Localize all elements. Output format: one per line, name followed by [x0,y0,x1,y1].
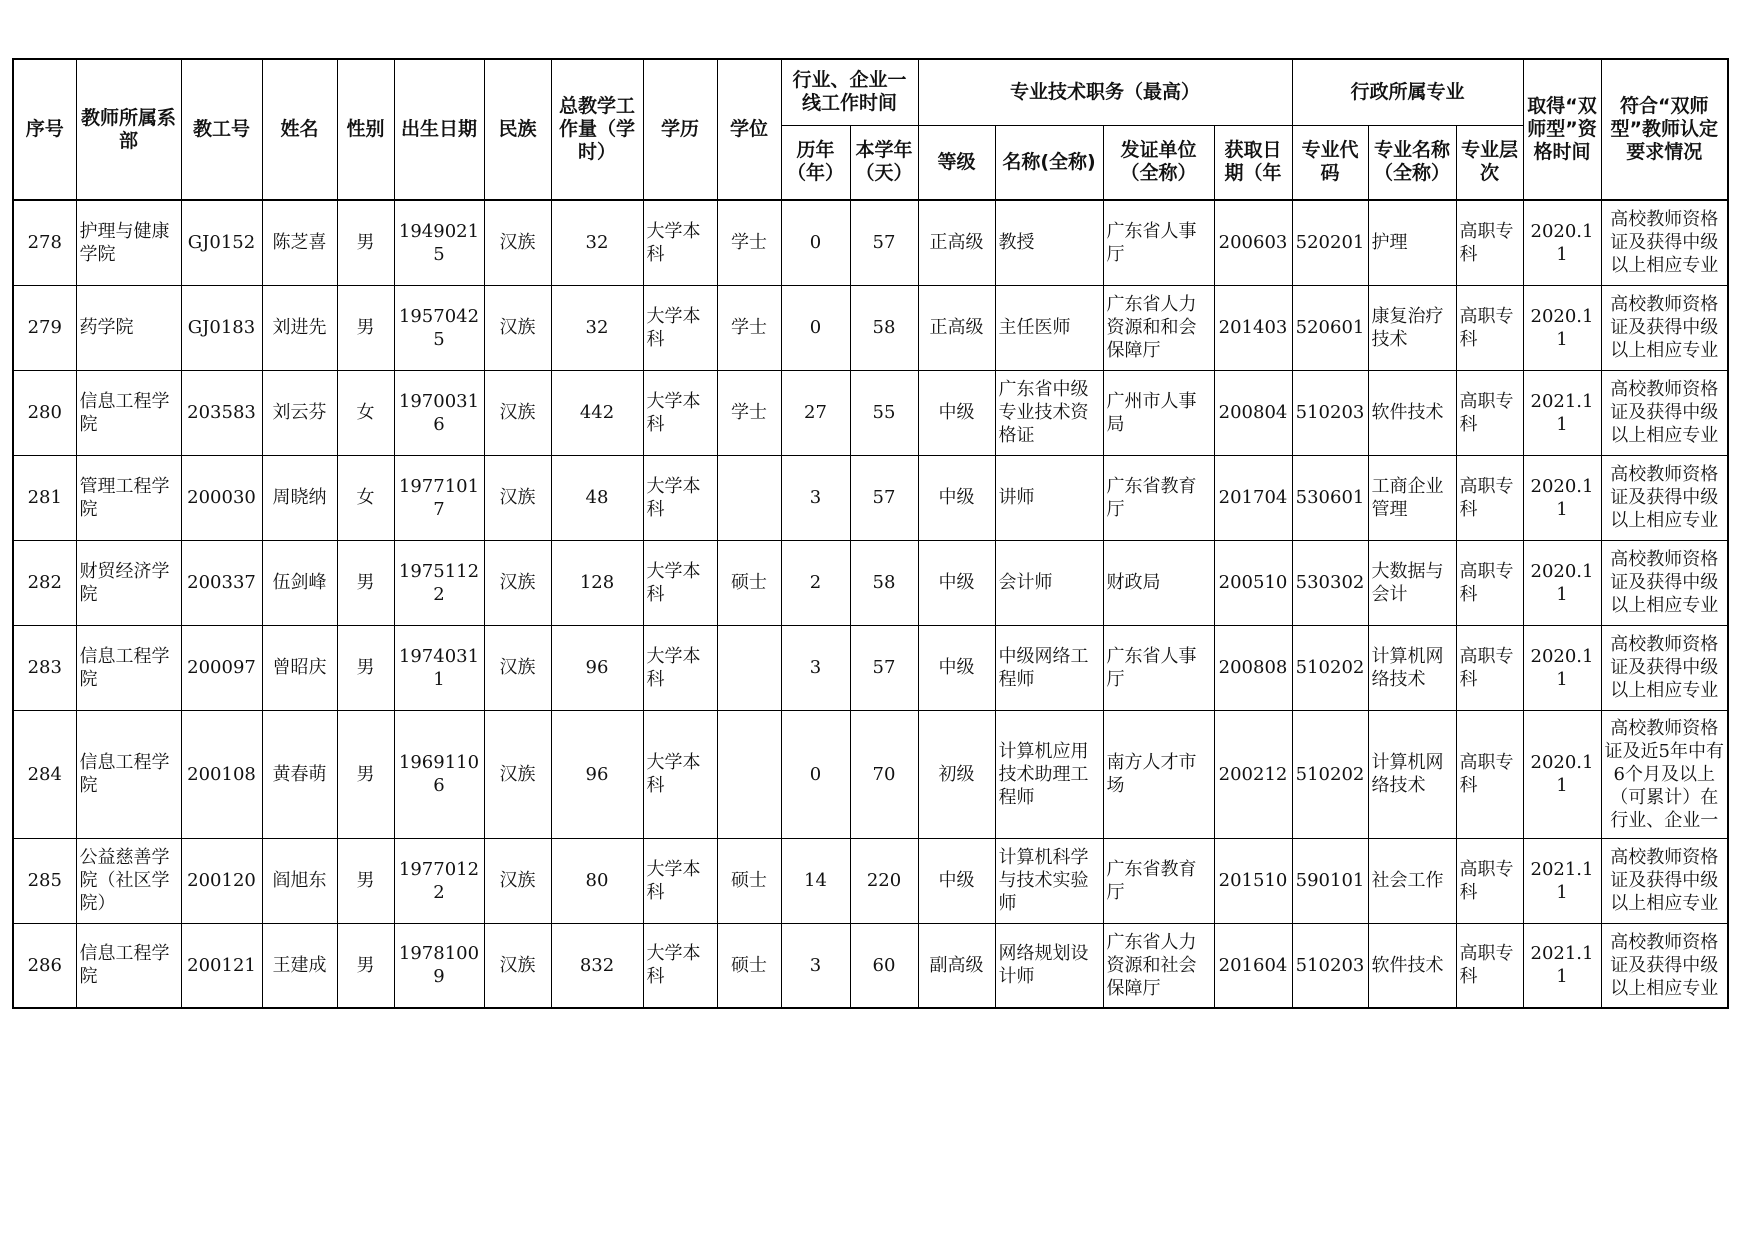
cell-industry-days: 58 [850,540,918,625]
header-title-issuer: 发证单位（全称） [1103,125,1214,200]
cell-title-level: 中级 [918,625,995,710]
table-row [13,838,1728,923]
cell-major-level: 高职专科 [1456,710,1523,838]
cell-department: 管理工程学院 [76,455,181,540]
cell-major-level: 高职专科 [1456,625,1523,710]
cell-gender: 男 [337,625,394,710]
cell-major-code: 510202 [1292,710,1368,838]
cell-title-issuer: 广东省人事厅 [1103,625,1214,710]
cell-gender: 男 [337,200,394,285]
cell-major-level: 高职专科 [1456,838,1523,923]
header-title-date: 获取日期（年 [1214,125,1292,200]
cell-name: 刘进先 [262,285,337,370]
cell-title-name: 网络规划设计师 [995,923,1103,1008]
cell-title-issuer: 财政局 [1103,540,1214,625]
cell-title-date: 201510 [1214,838,1292,923]
cell-birth: 19700316 [394,370,484,455]
cell-dual-requirement: 高校教师资格证及获得中级以上相应专业 [1601,625,1728,710]
cell-title-level: 正高级 [918,285,995,370]
cell-dual-time: 2020.11 [1523,625,1601,710]
table-row [13,923,1728,1008]
cell-birth: 19490215 [394,200,484,285]
header-major-level: 专业层次 [1456,125,1523,200]
cell-degree: 硕士 [717,838,781,923]
header-industry-years: 历年（年） [781,125,850,200]
cell-major-level: 高职专科 [1456,455,1523,540]
cell-name: 王建成 [262,923,337,1008]
header-birth: 出生日期 [394,59,484,200]
cell-title-level: 副高级 [918,923,995,1008]
header-title-name: 名称(全称) [995,125,1103,200]
cell-major-code: 510202 [1292,625,1368,710]
cell-dual-requirement: 高校教师资格证及获得中级以上相应专业 [1601,285,1728,370]
cell-major-name: 护理 [1368,200,1456,285]
cell-staff-id: 200030 [181,455,262,540]
cell-title-date: 201403 [1214,285,1292,370]
cell-dual-requirement: 高校教师资格证及获得中级以上相应专业 [1601,540,1728,625]
cell-title-issuer: 广东省人力资源和和会保障厅 [1103,285,1214,370]
table-row [13,540,1728,625]
cell-birth: 19781009 [394,923,484,1008]
cell-dual-time: 2020.11 [1523,285,1601,370]
cell-workload: 80 [551,838,643,923]
cell-industry-days: 60 [850,923,918,1008]
cell-name: 黄春萌 [262,710,337,838]
cell-dual-time: 2021.11 [1523,370,1601,455]
cell-major-level: 高职专科 [1456,923,1523,1008]
cell-industry-days: 57 [850,455,918,540]
cell-ethnicity: 汉族 [484,455,551,540]
cell-title-issuer: 广东省人事厅 [1103,200,1214,285]
cell-major-name: 计算机网络技术 [1368,625,1456,710]
cell-industry-years: 3 [781,923,850,1008]
cell-major-name: 康复治疗技术 [1368,285,1456,370]
cell-workload: 96 [551,625,643,710]
cell-major-name: 大数据与会计 [1368,540,1456,625]
cell-dual-requirement: 高校教师资格证及获得中级以上相应专业 [1601,838,1728,923]
header-department: 教师所属系部 [76,59,181,200]
cell-industry-days: 70 [850,710,918,838]
teacher-qualification-table [12,58,1729,1009]
cell-title-issuer: 广东省人力资源和社会保障厅 [1103,923,1214,1008]
cell-gender: 男 [337,923,394,1008]
table-header [13,59,1728,200]
cell-dual-time: 2020.11 [1523,540,1601,625]
cell-major-name: 工商企业管理 [1368,455,1456,540]
cell-department: 信息工程学院 [76,625,181,710]
cell-major-level: 高职专科 [1456,200,1523,285]
cell-major-code: 520601 [1292,285,1368,370]
cell-staff-id: 200337 [181,540,262,625]
header-degree: 学位 [717,59,781,200]
cell-birth: 19770122 [394,838,484,923]
cell-title-date: 200603 [1214,200,1292,285]
cell-dual-requirement: 高校教师资格证及获得中级以上相应专业 [1601,923,1728,1008]
header-name: 姓名 [262,59,337,200]
cell-education: 大学本科 [643,625,717,710]
cell-title-level: 中级 [918,838,995,923]
header-ethnicity: 民族 [484,59,551,200]
cell-title-name: 主任医师 [995,285,1103,370]
cell-title-date: 200808 [1214,625,1292,710]
table-row [13,285,1728,370]
cell-seq: 286 [13,923,76,1008]
cell-department: 护理与健康学院 [76,200,181,285]
header-education: 学历 [643,59,717,200]
cell-industry-years: 0 [781,710,850,838]
cell-industry-years: 2 [781,540,850,625]
cell-department: 公益慈善学院（社区学院） [76,838,181,923]
table-row [13,200,1728,285]
cell-industry-days: 57 [850,625,918,710]
cell-title-name: 会计师 [995,540,1103,625]
cell-gender: 男 [337,285,394,370]
cell-industry-years: 0 [781,285,850,370]
cell-gender: 女 [337,370,394,455]
cell-staff-id: 200120 [181,838,262,923]
cell-workload: 442 [551,370,643,455]
cell-degree: 硕士 [717,540,781,625]
cell-industry-days: 55 [850,370,918,455]
cell-department: 信息工程学院 [76,923,181,1008]
header-workload: 总教学工作量（学时） [551,59,643,200]
cell-major-code: 520201 [1292,200,1368,285]
cell-workload: 96 [551,710,643,838]
table-row [13,625,1728,710]
cell-dual-time: 2020.11 [1523,710,1601,838]
cell-dual-time: 2020.11 [1523,200,1601,285]
cell-dual-requirement: 高校教师资格证及获得中级以上相应专业 [1601,370,1728,455]
cell-dual-time: 2021.11 [1523,923,1601,1008]
cell-education: 大学本科 [643,710,717,838]
cell-staff-id: 200108 [181,710,262,838]
cell-ethnicity: 汉族 [484,923,551,1008]
header-gender: 性别 [337,59,394,200]
cell-degree [717,625,781,710]
cell-dual-requirement: 高校教师资格证及近5年中有6个月及以上（可累计）在行业、企业一 [1601,710,1728,838]
cell-birth: 19751122 [394,540,484,625]
cell-title-level: 中级 [918,370,995,455]
cell-dual-time: 2021.11 [1523,838,1601,923]
cell-title-name: 教授 [995,200,1103,285]
cell-staff-id: GJ0152 [181,200,262,285]
header-industry-days: 本学年（天） [850,125,918,200]
cell-seq: 285 [13,838,76,923]
header-major-group: 行政所属专业 [1292,59,1523,125]
cell-birth: 19570425 [394,285,484,370]
cell-ethnicity: 汉族 [484,200,551,285]
cell-name: 曾昭庆 [262,625,337,710]
cell-ethnicity: 汉族 [484,710,551,838]
table-row [13,455,1728,540]
cell-department: 财贸经济学院 [76,540,181,625]
cell-major-level: 高职专科 [1456,285,1523,370]
cell-title-issuer: 南方人才市场 [1103,710,1214,838]
cell-name: 陈芝喜 [262,200,337,285]
cell-workload: 32 [551,200,643,285]
cell-title-issuer: 广东省教育厅 [1103,455,1214,540]
cell-title-issuer: 广州市人事局 [1103,370,1214,455]
cell-industry-days: 220 [850,838,918,923]
cell-seq: 278 [13,200,76,285]
cell-title-level: 正高级 [918,200,995,285]
cell-industry-years: 3 [781,625,850,710]
cell-birth: 19740311 [394,625,484,710]
header-title-level: 等级 [918,125,995,200]
cell-gender: 男 [337,540,394,625]
cell-workload: 128 [551,540,643,625]
cell-seq: 279 [13,285,76,370]
cell-title-name: 计算机科学与技术实验师 [995,838,1103,923]
cell-ethnicity: 汉族 [484,838,551,923]
cell-name: 伍剑峰 [262,540,337,625]
cell-gender: 男 [337,710,394,838]
cell-title-name: 广东省中级专业技术资格证 [995,370,1103,455]
cell-birth: 19691106 [394,710,484,838]
cell-degree: 学士 [717,285,781,370]
cell-title-date: 200510 [1214,540,1292,625]
header-industry-group: 行业、企业一线工作时间 [781,59,918,125]
cell-industry-years: 27 [781,370,850,455]
cell-ethnicity: 汉族 [484,540,551,625]
cell-education: 大学本科 [643,838,717,923]
cell-education: 大学本科 [643,370,717,455]
header-seq: 序号 [13,59,76,200]
cell-department: 药学院 [76,285,181,370]
cell-dual-requirement: 高校教师资格证及获得中级以上相应专业 [1601,455,1728,540]
cell-ethnicity: 汉族 [484,625,551,710]
cell-staff-id: 200097 [181,625,262,710]
cell-name: 周晓纳 [262,455,337,540]
cell-title-level: 中级 [918,455,995,540]
cell-seq: 281 [13,455,76,540]
cell-degree: 学士 [717,200,781,285]
header-title-group: 专业技术职务（最高） [918,59,1292,125]
cell-degree [717,710,781,838]
cell-major-code: 510203 [1292,923,1368,1008]
cell-major-name: 软件技术 [1368,923,1456,1008]
cell-title-name: 计算机应用技术助理工程师 [995,710,1103,838]
cell-major-level: 高职专科 [1456,370,1523,455]
cell-major-code: 590101 [1292,838,1368,923]
cell-major-name: 计算机网络技术 [1368,710,1456,838]
cell-title-date: 201604 [1214,923,1292,1008]
cell-education: 大学本科 [643,540,717,625]
cell-major-name: 软件技术 [1368,370,1456,455]
cell-major-code: 530601 [1292,455,1368,540]
cell-department: 信息工程学院 [76,710,181,838]
cell-staff-id: GJ0183 [181,285,262,370]
cell-industry-days: 58 [850,285,918,370]
cell-education: 大学本科 [643,200,717,285]
cell-name: 阎旭东 [262,838,337,923]
cell-title-issuer: 广东省教育厅 [1103,838,1214,923]
cell-ethnicity: 汉族 [484,370,551,455]
cell-title-level: 初级 [918,710,995,838]
cell-birth: 19771017 [394,455,484,540]
cell-staff-id: 203583 [181,370,262,455]
cell-workload: 48 [551,455,643,540]
cell-industry-years: 3 [781,455,850,540]
header-major-code: 专业代码 [1292,125,1368,200]
cell-seq: 283 [13,625,76,710]
cell-industry-years: 14 [781,838,850,923]
cell-seq: 280 [13,370,76,455]
cell-gender: 男 [337,838,394,923]
cell-staff-id: 200121 [181,923,262,1008]
cell-industry-years: 0 [781,200,850,285]
cell-seq: 282 [13,540,76,625]
cell-education: 大学本科 [643,923,717,1008]
table-row [13,710,1728,838]
table-body [13,200,1728,1008]
cell-workload: 832 [551,923,643,1008]
cell-seq: 284 [13,710,76,838]
cell-workload: 32 [551,285,643,370]
cell-dual-time: 2020.11 [1523,455,1601,540]
header-major-name: 专业名称（全称） [1368,125,1456,200]
cell-ethnicity: 汉族 [484,285,551,370]
cell-major-name: 社会工作 [1368,838,1456,923]
cell-name: 刘云芬 [262,370,337,455]
cell-major-level: 高职专科 [1456,540,1523,625]
cell-degree: 学士 [717,370,781,455]
cell-title-level: 中级 [918,540,995,625]
cell-dual-requirement: 高校教师资格证及获得中级以上相应专业 [1601,200,1728,285]
cell-department: 信息工程学院 [76,370,181,455]
cell-title-name: 中级网络工程师 [995,625,1103,710]
cell-industry-days: 57 [850,200,918,285]
table-row [13,370,1728,455]
cell-education: 大学本科 [643,455,717,540]
cell-gender: 女 [337,455,394,540]
header-dual-requirement: 符合“双师型”教师认定要求情况 [1601,59,1728,200]
cell-title-date: 200804 [1214,370,1292,455]
cell-major-code: 510203 [1292,370,1368,455]
cell-degree [717,455,781,540]
cell-title-date: 200212 [1214,710,1292,838]
header-dual-time: 取得“双师型”资格时间 [1523,59,1601,200]
cell-title-date: 201704 [1214,455,1292,540]
cell-education: 大学本科 [643,285,717,370]
cell-title-name: 讲师 [995,455,1103,540]
cell-major-code: 530302 [1292,540,1368,625]
header-staff-id: 教工号 [181,59,262,200]
cell-degree: 硕士 [717,923,781,1008]
